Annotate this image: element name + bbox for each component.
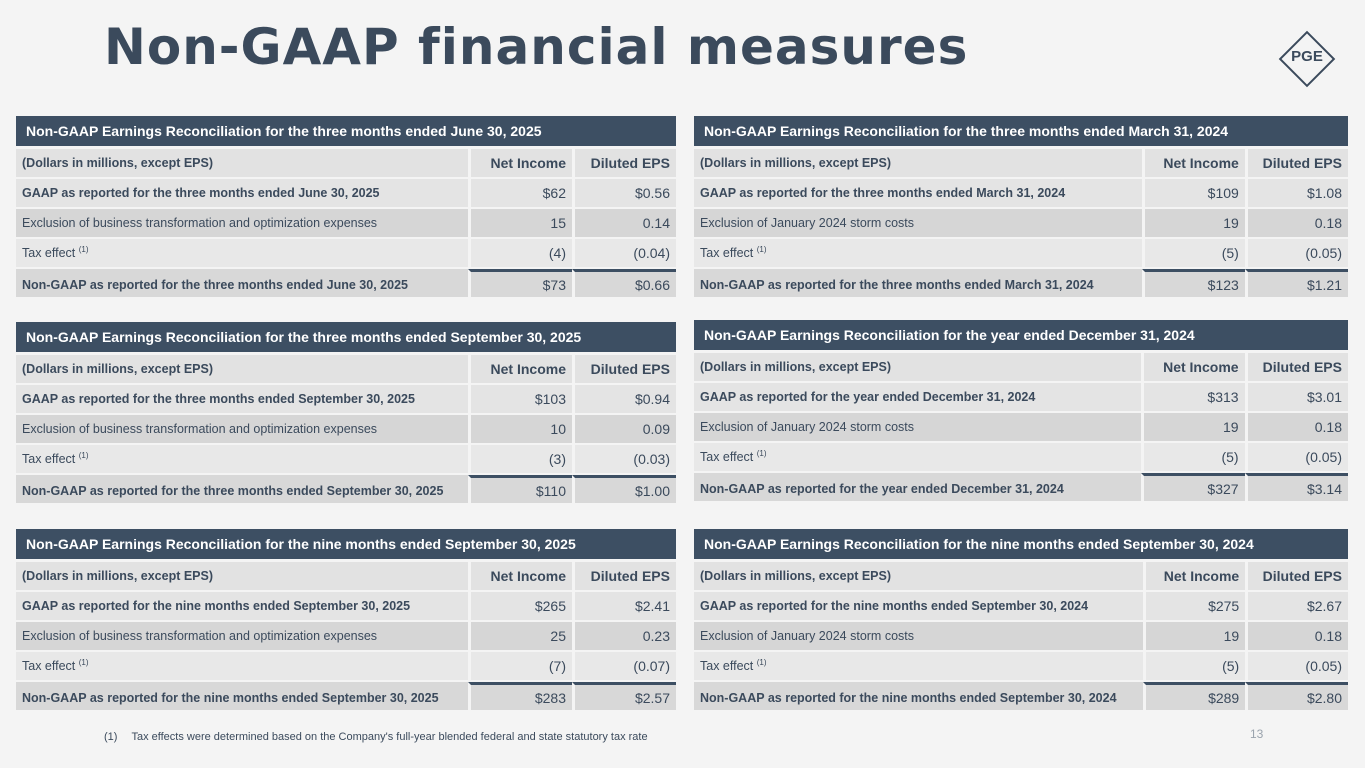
diluted-eps-value: $3.14: [1245, 473, 1348, 501]
reconciliation-panel-fy-2024: [694, 320, 1348, 503]
column-header-diluted-eps: Diluted EPS: [572, 562, 676, 590]
net-income-value: 19: [1143, 622, 1245, 650]
net-income-value: $73: [468, 269, 572, 297]
net-income-value: $265: [468, 592, 572, 620]
diluted-eps-value: $1.21: [1245, 269, 1348, 297]
net-income-value: 19: [1141, 413, 1244, 441]
reconciliation-panel-q3-2025: [16, 322, 676, 505]
tax-label: Tax effect: [22, 246, 76, 261]
diluted-eps-value: 0.18: [1245, 622, 1348, 650]
table-row-exclusion: [16, 209, 676, 237]
column-header-diluted-eps: Diluted EPS: [1245, 562, 1348, 590]
page-number: 13: [1250, 727, 1264, 741]
row-label: Non-GAAP as reported for the nine months ended September 30, 2025: [16, 682, 468, 710]
diluted-eps-value: (0.04): [572, 239, 676, 267]
table-header-row: [694, 353, 1348, 381]
footnote-marker: (1): [78, 658, 89, 668]
row-label: [694, 239, 1142, 267]
row-label: [16, 445, 468, 473]
row-label: GAAP as reported for the nine months ended September 30, 2024: [694, 592, 1143, 620]
row-label: Exclusion of January 2024 storm costs: [694, 622, 1143, 650]
table-header-row: [16, 149, 676, 177]
column-header-label: (Dollars in millions, except EPS): [694, 149, 1142, 177]
column-header-diluted-eps: Diluted EPS: [572, 355, 676, 383]
diluted-eps-value: $3.01: [1245, 383, 1348, 411]
column-header-label: (Dollars in millions, except EPS): [694, 353, 1141, 381]
net-income-value: (7): [468, 652, 572, 680]
diluted-eps-value: $1.08: [1245, 179, 1348, 207]
net-income-value: $103: [468, 385, 572, 413]
logo-text: PGE: [1291, 48, 1323, 65]
column-header-diluted-eps: Diluted EPS: [1245, 353, 1348, 381]
table-row-tax-effect: [16, 652, 676, 680]
panel-heading: Non-GAAP Earnings Reconciliation for the three months ended June 30, 2025: [16, 116, 676, 146]
column-header-net-income: Net Income: [1142, 149, 1245, 177]
row-label: [694, 443, 1141, 471]
tax-label: Tax effect: [22, 452, 76, 467]
table-row-gaap: [694, 179, 1348, 207]
table-row-tax-effect: [16, 445, 676, 473]
net-income-value: $109: [1142, 179, 1245, 207]
diluted-eps-value: $2.57: [572, 682, 676, 710]
net-income-value: 15: [468, 209, 572, 237]
row-label: Non-GAAP as reported for the year ended December 31, 2024: [694, 473, 1141, 501]
diluted-eps-value: $0.66: [572, 269, 676, 297]
table-row-tax-effect: [694, 239, 1348, 267]
row-label: Exclusion of business transformation and optimization expenses: [16, 415, 468, 443]
diluted-eps-value: $0.56: [572, 179, 676, 207]
net-income-value: $327: [1141, 473, 1244, 501]
table-header-row: [694, 149, 1348, 177]
footnote: [104, 731, 648, 743]
column-header-net-income: Net Income: [1141, 353, 1244, 381]
diluted-eps-value: 0.18: [1245, 209, 1348, 237]
row-label: Non-GAAP as reported for the three months ended June 30, 2025: [16, 269, 468, 297]
diluted-eps-value: (0.05): [1245, 443, 1348, 471]
panel-heading: Non-GAAP Earnings Reconciliation for the three months ended March 31, 2024: [694, 116, 1348, 146]
net-income-value: $283: [468, 682, 572, 710]
table-row-non-gaap: [16, 682, 676, 710]
net-income-value: 19: [1142, 209, 1245, 237]
reconciliation-panel-q1-2024: [694, 116, 1348, 299]
footnote-marker: (1): [756, 658, 767, 668]
diluted-eps-value: (0.07): [572, 652, 676, 680]
net-income-value: (5): [1141, 443, 1244, 471]
net-income-value: $123: [1142, 269, 1245, 297]
row-label: GAAP as reported for the three months ended March 31, 2024: [694, 179, 1142, 207]
tax-label: Tax effect: [22, 659, 76, 674]
row-label: GAAP as reported for the nine months ended September 30, 2025: [16, 592, 468, 620]
reconciliation-table: [694, 351, 1348, 503]
net-income-value: $313: [1141, 383, 1244, 411]
reconciliation-panel-9m-2024: [694, 529, 1348, 712]
footnote-marker: (1): [756, 449, 767, 459]
panel-heading: Non-GAAP Earnings Reconciliation for the three months ended September 30, 2025: [16, 322, 676, 352]
table-row-non-gaap: [16, 475, 676, 503]
net-income-value: (5): [1142, 239, 1245, 267]
footnote-number: (1): [104, 731, 118, 743]
table-row-gaap: [694, 383, 1348, 411]
diluted-eps-value: 0.18: [1245, 413, 1348, 441]
net-income-value: 10: [468, 415, 572, 443]
table-row-non-gaap: [694, 682, 1348, 710]
reconciliation-panel-9m-2025: [16, 529, 676, 712]
table-header-row: [694, 562, 1348, 590]
diluted-eps-value: $1.00: [572, 475, 676, 503]
net-income-value: (5): [1143, 652, 1245, 680]
footnote-marker: (1): [78, 451, 89, 461]
row-label: Exclusion of January 2024 storm costs: [694, 413, 1141, 441]
footnote-marker: (1): [78, 245, 89, 255]
column-header-net-income: Net Income: [468, 355, 572, 383]
row-label: Exclusion of business transformation and optimization expenses: [16, 622, 468, 650]
table-row-exclusion: [694, 622, 1348, 650]
panel-heading: Non-GAAP Earnings Reconciliation for the year ended December 31, 2024: [694, 320, 1348, 350]
net-income-value: (3): [468, 445, 572, 473]
diluted-eps-value: $2.80: [1245, 682, 1348, 710]
diluted-eps-value: (0.05): [1245, 239, 1348, 267]
column-header-label: (Dollars in millions, except EPS): [16, 355, 468, 383]
table-row-non-gaap: [694, 473, 1348, 501]
table-row-non-gaap: [694, 269, 1348, 297]
column-header-diluted-eps: Diluted EPS: [1245, 149, 1348, 177]
reconciliation-table: [16, 353, 676, 505]
net-income-value: $62: [468, 179, 572, 207]
column-header-net-income: Net Income: [468, 149, 572, 177]
row-label: Exclusion of January 2024 storm costs: [694, 209, 1142, 237]
table-row-exclusion: [694, 413, 1348, 441]
table-row-tax-effect: [694, 443, 1348, 471]
net-income-value: $275: [1143, 592, 1245, 620]
column-header-diluted-eps: Diluted EPS: [572, 149, 676, 177]
table-row-exclusion: [16, 622, 676, 650]
table-row-non-gaap: [16, 269, 676, 297]
column-header-label: (Dollars in millions, except EPS): [694, 562, 1143, 590]
footnote-marker: (1): [756, 245, 767, 255]
diluted-eps-value: 0.23: [572, 622, 676, 650]
table-header-row: [16, 562, 676, 590]
footnote-text: Tax effects were determined based on the Company's full-year blended federal and state statutory tax rate: [131, 731, 648, 743]
pge-logo: [1278, 30, 1336, 88]
reconciliation-table: [16, 147, 676, 299]
panel-heading: Non-GAAP Earnings Reconciliation for the nine months ended September 30, 2024: [694, 529, 1348, 559]
row-label: Non-GAAP as reported for the three months ended March 31, 2024: [694, 269, 1142, 297]
page-title: Non-GAAP financial measures: [104, 18, 969, 76]
column-header-net-income: Net Income: [1143, 562, 1245, 590]
diluted-eps-value: (0.05): [1245, 652, 1348, 680]
table-row-gaap: [16, 179, 676, 207]
diluted-eps-value: 0.14: [572, 209, 676, 237]
column-header-net-income: Net Income: [468, 562, 572, 590]
reconciliation-table: [16, 560, 676, 712]
row-label: GAAP as reported for the three months ended September 30, 2025: [16, 385, 468, 413]
table-row-gaap: [16, 385, 676, 413]
row-label: [16, 652, 468, 680]
net-income-value: 25: [468, 622, 572, 650]
tax-label: Tax effect: [700, 450, 754, 465]
table-row-exclusion: [16, 415, 676, 443]
row-label: [16, 239, 468, 267]
diluted-eps-value: $0.94: [572, 385, 676, 413]
table-row-gaap: [694, 592, 1348, 620]
net-income-value: $289: [1143, 682, 1245, 710]
diluted-eps-value: 0.09: [572, 415, 676, 443]
row-label: Non-GAAP as reported for the three months ended September 30, 2025: [16, 475, 468, 503]
row-label: Exclusion of business transformation and optimization expenses: [16, 209, 468, 237]
panel-heading: Non-GAAP Earnings Reconciliation for the nine months ended September 30, 2025: [16, 529, 676, 559]
reconciliation-panel-q2-2025: [16, 116, 676, 299]
column-header-label: (Dollars in millions, except EPS): [16, 562, 468, 590]
reconciliation-table: [694, 147, 1348, 299]
reconciliation-table: [694, 560, 1348, 712]
table-row-exclusion: [694, 209, 1348, 237]
row-label: GAAP as reported for the three months ended June 30, 2025: [16, 179, 468, 207]
column-header-label: (Dollars in millions, except EPS): [16, 149, 468, 177]
tax-label: Tax effect: [700, 659, 754, 674]
table-row-tax-effect: [694, 652, 1348, 680]
diluted-eps-value: $2.41: [572, 592, 676, 620]
row-label: GAAP as reported for the year ended December 31, 2024: [694, 383, 1141, 411]
net-income-value: $110: [468, 475, 572, 503]
diluted-eps-value: $2.67: [1245, 592, 1348, 620]
row-label: Non-GAAP as reported for the nine months ended September 30, 2024: [694, 682, 1143, 710]
table-header-row: [16, 355, 676, 383]
table-row-gaap: [16, 592, 676, 620]
table-row-tax-effect: [16, 239, 676, 267]
diluted-eps-value: (0.03): [572, 445, 676, 473]
tax-label: Tax effect: [700, 246, 754, 261]
row-label: [694, 652, 1143, 680]
net-income-value: (4): [468, 239, 572, 267]
